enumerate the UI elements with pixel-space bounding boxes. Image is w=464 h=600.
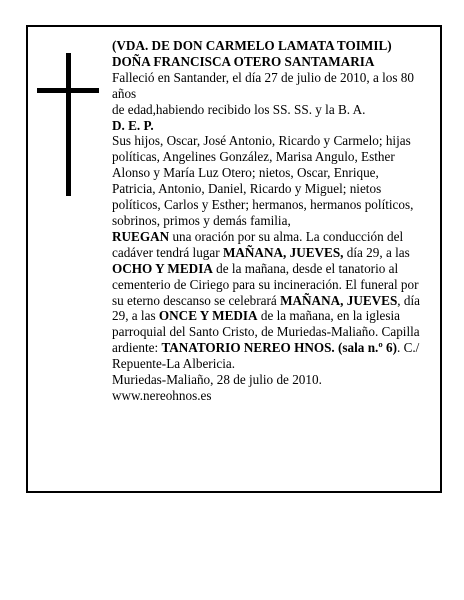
time-highlight-1: OCHO Y MEDIA [112,260,213,276]
family-list: Sus hijos, Oscar, José Antonio, Ricardo y Carmelo; hijas políticas, Angelines González, Marisa Angulo, Esther Alonso y María Luz Otero; nietos, Oscar, Enrique, Patricia, Antonio, Daniel, Ricardo y Miguel; nietos políticos, Carlos y Esther; hermanos, hermanos políticos, sobrinos, primos y demás familia, [112,133,414,228]
ceremony-text-1: una oración por su alma. La conducción del cadáver tendrá lugar [112,228,404,260]
ceremony-details [112,229,422,372]
day-highlight-1: MAÑANA, JUEVES, [222,244,344,260]
ceremony-text-2: día 29, a las [343,244,410,260]
sacraments-info: de edad,habiendo recibido los SS. SS. y la B. A. [112,101,366,117]
ceremony-text-5: de la mañana, en la iglesia parroquial del Santo Cristo, de Muriedas-Maliaño. Capilla ardiente: [112,308,420,356]
ceremony-text-3: de la mañana, desde el tanatorio al cementerio de Ciriego para su incineración. El funeral por su eterno descanso se celebrará [112,260,419,308]
tanatorio-name: TANATORIO NEREO HNOS. (sala n.º 6) [161,340,397,356]
ceremony-text-4: , día 29, a las [112,292,421,324]
ruegan-label: RUEGAN [112,228,170,244]
time-highlight-2: ONCE Y MEDIA [158,308,258,324]
widow-of-line: (VDA. DE DON CARMELO LAMATA TOIMIL) [112,38,392,53]
day-highlight-2: MAÑANA, JUEVES [280,292,398,308]
place-date: Muriedas-Maliaño, 28 de julio de 2010. [112,372,322,388]
rip-line: D. E. P. [112,117,154,133]
death-info: Falleció en Santander, el día 27 de julio de 2010, a los 80 años [112,69,414,101]
cross-vertical-bar [66,53,71,196]
deceased-name: DOÑA FRANCISCA OTERO SANTAMARIA [112,53,375,69]
website: www.nereohnos.es [112,387,212,403]
notice-text [112,38,422,404]
ceremony-text-6: . C./ Repuente-La Albericia. [112,340,420,372]
cross-horizontal-bar [37,88,99,93]
